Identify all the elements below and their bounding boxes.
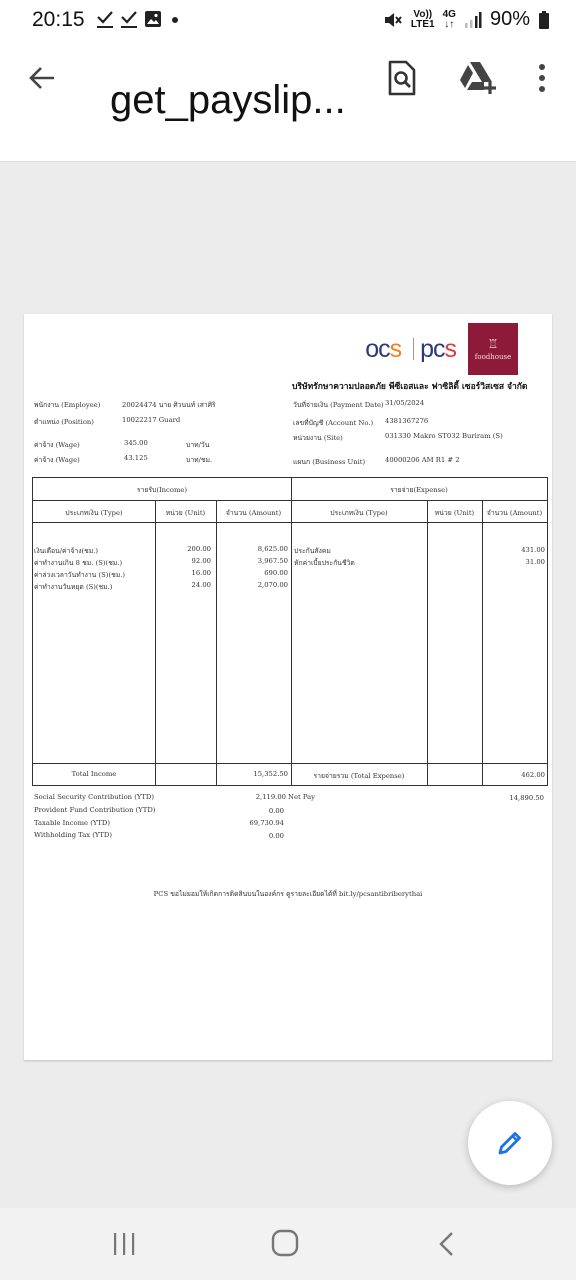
expense-unit-header: หน่วย (Unit) — [434, 509, 475, 517]
withholding-tax-value: 0.00 — [268, 832, 284, 840]
anti-bribery-note: PCS ขอไม่ยอมให้เกิดการติดสินบนในองค์กร ดูรายละเอียดได้ที่ bit.ly/pcsantibriberythai — [153, 890, 423, 898]
employee-label: พนักงาน (Employee) — [34, 401, 101, 409]
add-to-drive-icon[interactable] — [458, 60, 498, 96]
app-bar — [0, 44, 576, 162]
status-bar: 20:15 Vo)) LTE1 4G ↓↑ 90% — [0, 0, 576, 44]
expense-type: หักค่าเบี้ยประกันชีวิต — [294, 559, 355, 567]
employee-value: 20024474 นาย ศิวนนท์ เสาศิริ — [122, 401, 216, 409]
account-value: 4381367276 — [385, 417, 429, 425]
expense-type-header: ประเภทเงิน (Type) — [330, 509, 388, 517]
net-pay-value: 14,890.50 — [509, 794, 544, 802]
check-icon — [120, 9, 138, 29]
wage-label: ค่าจ้าง (Wage) — [34, 441, 80, 449]
foodhouse-icon: ♖ — [487, 337, 499, 351]
payment-date-label: วันที่จ่ายเงิน (Payment Date) — [293, 401, 384, 409]
network-label: Vo)) LTE1 — [410, 8, 435, 30]
taxable-income-label: Taxable Income (YTD) — [34, 819, 111, 827]
more-vert-icon[interactable] — [534, 62, 550, 96]
edit-fab-button[interactable] — [468, 1101, 552, 1185]
account-label: เลขที่บัญชี (Account No.) — [293, 419, 374, 427]
wage-value: 43.125 — [124, 454, 148, 462]
payslip-page — [24, 314, 552, 1060]
income-amount: 690.00 — [264, 569, 288, 577]
withholding-tax-label: Withholding Tax (YTD) — [34, 831, 113, 839]
document-title: get_payslip... — [110, 78, 346, 122]
position-value: 10022217 Guard — [122, 416, 181, 424]
income-type: ค่าล่วงเวลาวันทำงาน (S)(ชม.) — [34, 571, 126, 579]
wage-label: ค่าจ้าง (Wage) — [34, 456, 80, 464]
home-icon[interactable] — [271, 1229, 299, 1257]
pf-contribution-label: Provident Fund Contribution (YTD) — [34, 806, 156, 814]
ss-contribution-value: 2,119.00 — [255, 793, 286, 801]
position-label: ตำแหน่ง (Position) — [34, 418, 94, 426]
edit-pencil-icon — [495, 1128, 525, 1158]
income-unit: 16.00 — [191, 569, 211, 577]
dot-icon — [168, 10, 182, 28]
logo-area — [365, 323, 518, 375]
foodhouse-logo: ♖ foodhouse — [468, 323, 518, 375]
payment-date-value: 31/05/2024 — [385, 399, 425, 407]
battery-percent: 90% — [489, 8, 530, 30]
total-expense-label: รายจ่ายรวม (Total Expense) — [313, 772, 405, 780]
income-unit: 92.00 — [191, 557, 211, 565]
income-type: ค่าทำงานวันหยุด (S)(ชม.) — [34, 583, 113, 591]
ocs-logo: ocs — [365, 334, 402, 363]
expense-amount: 31.00 — [525, 558, 545, 566]
income-type-header: ประเภทเงิน (Type) — [65, 509, 123, 517]
site-label: หน่วยงาน (Site) — [293, 434, 343, 442]
wage-value: 345.00 — [124, 439, 148, 447]
back-arrow-icon[interactable] — [26, 62, 58, 94]
income-unit-header: หน่วย (Unit) — [165, 509, 206, 517]
system-nav-bar — [0, 1208, 576, 1280]
wage-unit: บาท/วัน — [186, 441, 210, 449]
income-header: รายรับ(Income) — [136, 486, 188, 494]
network-type: 4G — [442, 8, 456, 20]
site-value: 031330 Makro ST032 Buriram (S) — [385, 432, 503, 440]
income-amount: 2,070.00 — [257, 581, 288, 589]
income-amount: 3,967.50 — [257, 557, 288, 565]
income-amount: 8,625.00 — [257, 545, 288, 553]
business-unit-label: แผนก (Business Unit) — [293, 458, 366, 466]
taxable-income-value: 69,730.94 — [249, 819, 284, 827]
image-icon — [144, 10, 162, 28]
income-unit: 24.00 — [191, 581, 211, 589]
pf-contribution-value: 0.00 — [268, 807, 284, 815]
company-name: บริษัทรักษาความปลอดภัย พีซีเอสและ ฟาซิลิตี้ เซอร์วิสเซส จำกัด — [292, 382, 528, 392]
total-income-value: 15,352.50 — [253, 770, 288, 778]
total-income-label: Total Income — [71, 770, 117, 778]
check-icon — [96, 9, 114, 29]
expense-type: ประกันสังคม — [294, 547, 331, 555]
income-type: ค่าทำงานเกิน 8 ชม. (S)(ชม.) — [34, 559, 123, 567]
mute-icon — [383, 10, 403, 30]
business-unit-value: 40000206 AM R1 # 2 — [385, 456, 460, 464]
signal-icon — [464, 11, 482, 29]
back-icon[interactable] — [436, 1230, 458, 1258]
income-amount-header: จำนวน (Amount) — [225, 509, 282, 517]
pcs-logo: pcs — [420, 334, 456, 363]
total-expense-value: 462.00 — [521, 771, 545, 779]
recents-icon[interactable] — [110, 1232, 138, 1256]
payslip-table — [32, 477, 548, 786]
expense-amount-header: จำนวน (Amount) — [486, 509, 543, 517]
net-pay-label: Net Pay — [288, 793, 316, 801]
income-type: เงินเดือน/ค่าจ้าง(ชม.) — [34, 547, 99, 555]
expense-amount: 431.00 — [521, 546, 545, 554]
status-time: 20:15 — [32, 8, 85, 31]
find-in-page-icon[interactable] — [386, 60, 418, 96]
expense-header: รายจ่าย(Expense) — [390, 486, 448, 494]
ss-contribution-label: Social Security Contribution (YTD) — [34, 793, 154, 801]
wage-unit: บาท/ชม. — [186, 456, 213, 464]
battery-icon — [538, 10, 550, 30]
income-unit: 200.00 — [187, 545, 211, 553]
